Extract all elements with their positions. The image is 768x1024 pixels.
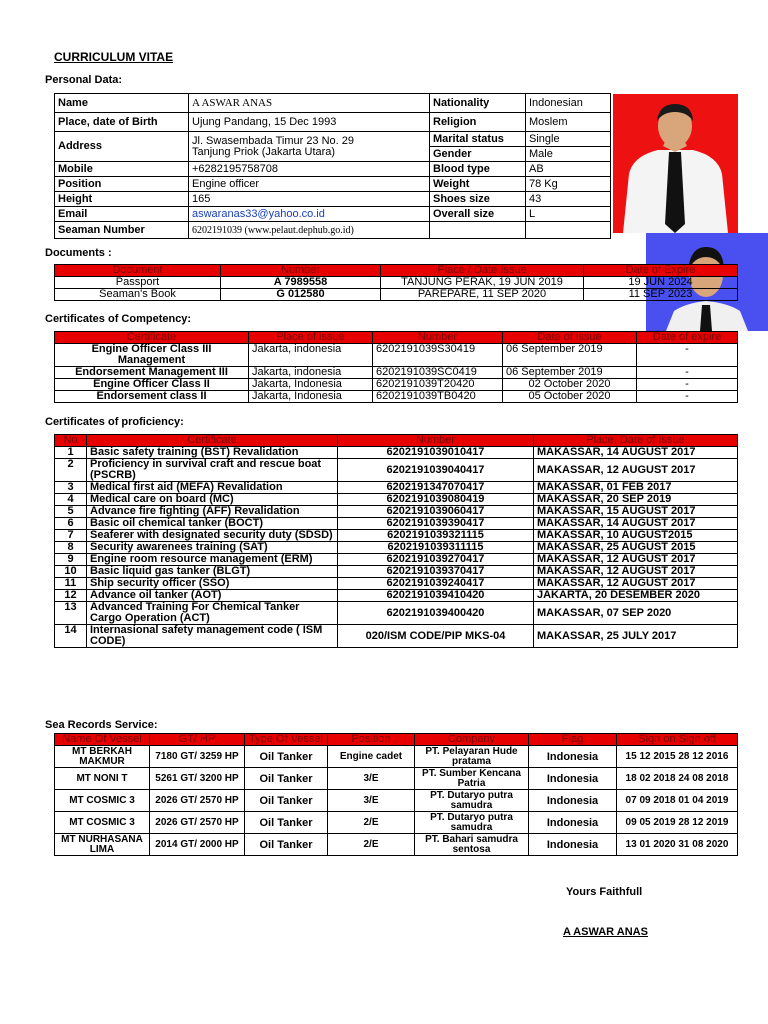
competency-header-cell: Date of issue (503, 332, 637, 344)
proficiency-place-date: MAKASSAR, 15 AUGUST 2017 (534, 506, 738, 518)
shoes-value: 43 (526, 192, 611, 207)
vessel-flag: Indonesia (529, 812, 617, 834)
proficiency-no: 14 (55, 625, 87, 648)
overall-value: L (526, 207, 611, 222)
table-row (55, 834, 738, 856)
vessel-gt-hp: 7180 GT/ 3259 HP (150, 746, 245, 768)
documents-cell: 11 SEP 2023 (584, 289, 738, 301)
competency-cell: - (637, 367, 738, 379)
proficiency-certificate: Advanced Training For Chemical Tanker Cargo Operation (ACT) (87, 602, 338, 625)
proficiency-place-date: MAKASSAR, 12 AUGUST 2017 (534, 554, 738, 566)
closing-text: Yours Faithfull (566, 886, 643, 898)
vessel-name: MT NONI T (55, 768, 150, 790)
table-row (55, 812, 738, 834)
documents-cell: A 7989558 (221, 277, 381, 289)
table-row (55, 530, 738, 542)
vessel-name: MT BERKAH MAKMUR (55, 746, 150, 768)
proficiency-place-date: MAKASSAR, 07 SEP 2020 (534, 602, 738, 625)
vessel-type: Oil Tanker (245, 812, 328, 834)
proficiency-certificate: Security awarenees training (SAT) (87, 542, 338, 554)
documents-header-cell: Date of Expire (584, 265, 738, 277)
proficiency-no: 5 (55, 506, 87, 518)
address-line-1: Jl. Swasembada Timur 23 No. 29 (192, 134, 355, 147)
proficiency-heading: Certificates of proficiency: (45, 416, 184, 428)
documents-cell: 19 JUN 2024 (584, 277, 738, 289)
competency-cell: 06 September 2019 (503, 367, 637, 379)
vessel-name: MT COSMIC 3 (55, 812, 150, 834)
proficiency-certificate: Medical care on board (MC) (87, 494, 338, 506)
mobile-label: Mobile (55, 162, 189, 177)
marital-value: Single (526, 132, 611, 147)
table-row (55, 447, 738, 459)
proficiency-no: 1 (55, 447, 87, 459)
vessel-position: 3/E (328, 768, 415, 790)
birth-value: Ujung Pandang, 15 Dec 1993 (189, 113, 430, 132)
name-value: A ASWAR ANAS (189, 94, 430, 113)
proficiency-certificate: Internasional safety management code ( ISM CODE) (87, 625, 338, 648)
proficiency-number: 6202191039410420 (338, 590, 534, 602)
overall-label: Overall size (430, 207, 526, 222)
marital-label: Marital status (430, 132, 526, 147)
table-row (55, 768, 738, 790)
sea-header-cell: GT/ HP (150, 734, 245, 746)
documents-header-cell: Place / Date Issue (381, 265, 584, 277)
proficiency-number: 6202191039240417 (338, 578, 534, 590)
table-row (55, 578, 738, 590)
proficiency-place-date: MAKASSAR, 01 FEB 2017 (534, 482, 738, 494)
competency-cell: Jakarta, indonesia (249, 344, 373, 367)
seaman-value: 6202191039 (www.pelaut.dephub.go.id) (189, 222, 430, 239)
vessel-company: PT. Dutaryo putra samudra (415, 812, 529, 834)
competency-cell: Engine Officer Class II (55, 379, 249, 391)
proficiency-table (54, 434, 738, 648)
competency-cell: - (637, 344, 738, 367)
vessel-name: MT NURHASANA LIMA (55, 834, 150, 856)
vessel-gt-hp: 2014 GT/ 2000 HP (150, 834, 245, 856)
sea-header-cell: Company (415, 734, 529, 746)
person-photo-icon (613, 94, 738, 233)
vessel-company: PT. Bahari samudra sentosa (415, 834, 529, 856)
sea-header-cell: Flag (529, 734, 617, 746)
vessel-flag: Indonesia (529, 834, 617, 856)
proficiency-no: 12 (55, 590, 87, 602)
table-row (55, 542, 738, 554)
seaman-label: Seaman Number (55, 222, 189, 239)
proficiency-no: 8 (55, 542, 87, 554)
position-value: Engine officer (189, 177, 430, 192)
documents-cell: Seaman's Book (55, 289, 221, 301)
vessel-flag: Indonesia (529, 790, 617, 812)
competency-cell: 05 October 2020 (503, 391, 637, 403)
table-row (55, 625, 738, 648)
blood-label: Blood type (430, 162, 526, 177)
vessel-sign-dates: 09 05 2019 28 12 2019 (617, 812, 738, 834)
address-line-2: Tanjung Priok (Jakarta Utara) (192, 145, 336, 158)
sea-header-cell: Sign on Sign off (617, 734, 738, 746)
weight-value: 78 Kg (526, 177, 611, 192)
proficiency-number: 6202191039400420 (338, 602, 534, 625)
proficiency-place-date: MAKASSAR, 10 AUGUST2015 (534, 530, 738, 542)
vessel-position: Engine cadet (328, 746, 415, 768)
nationality-value: Indonesian (526, 94, 611, 113)
proficiency-no: 2 (55, 459, 87, 482)
proficiency-place-date: MAKASSAR, 25 JULY 2017 (534, 625, 738, 648)
sea-heading: Sea Records Service: (45, 719, 158, 731)
table-row (55, 554, 738, 566)
vessel-sign-dates: 07 09 2018 01 04 2019 (617, 790, 738, 812)
name-label: Name (55, 94, 189, 113)
vessel-name: MT COSMIC 3 (55, 790, 150, 812)
proficiency-place-date: MAKASSAR, 25 AUGUST 2015 (534, 542, 738, 554)
religion-label: Religion (430, 113, 526, 132)
documents-cell: Passport (55, 277, 221, 289)
table-row (55, 344, 738, 367)
documents-cell: TANJUNG PERAK, 19 JUN 2019 (381, 277, 584, 289)
weight-label: Weight (430, 177, 526, 192)
vessel-type: Oil Tanker (245, 768, 328, 790)
vessel-type: Oil Tanker (245, 746, 328, 768)
proficiency-certificate: Basic liquid gas tanker (BLGT) (87, 566, 338, 578)
documents-table (54, 264, 738, 301)
proficiency-place-date: MAKASSAR, 12 AUGUST 2017 (534, 566, 738, 578)
competency-cell: Jakarta, Indonesia (249, 391, 373, 403)
competency-header-cell: Place of issue (249, 332, 373, 344)
proficiency-certificate: Medical first aid (MEFA) Revalidation (87, 482, 338, 494)
proficiency-number: 020/ISM CODE/PIP MKS-04 (338, 625, 534, 648)
competency-cell: Engine Officer Class III Management (55, 344, 249, 367)
nationality-label: Nationality (430, 94, 526, 113)
proficiency-no: 6 (55, 518, 87, 530)
vessel-company: PT. Sumber Kencana Patria (415, 768, 529, 790)
table-row (55, 367, 738, 379)
table-row (55, 506, 738, 518)
table-row (55, 746, 738, 768)
proficiency-certificate: Advance oil tanker (AOT) (87, 590, 338, 602)
documents-header-cell: Document (55, 265, 221, 277)
documents-header-cell: Number (221, 265, 381, 277)
vessel-sign-dates: 18 02 2018 24 08 2018 (617, 768, 738, 790)
table-row (55, 494, 738, 506)
gender-value: Male (526, 147, 611, 162)
proficiency-certificate: Ship security officer (SSO) (87, 578, 338, 590)
proficiency-place-date: MAKASSAR, 12 AUGUST 2017 (534, 459, 738, 482)
proficiency-no: 4 (55, 494, 87, 506)
table-row (55, 379, 738, 391)
proficiency-place-date: MAKASSAR, 14 AUGUST 2017 (534, 518, 738, 530)
competency-cell: 06 September 2019 (503, 344, 637, 367)
proficiency-place-date: MAKASSAR, 12 AUGUST 2017 (534, 578, 738, 590)
proficiency-header-cell: Certificate (87, 435, 338, 447)
vessel-flag: Indonesia (529, 768, 617, 790)
competency-heading: Certificates of Competency: (45, 313, 192, 325)
vessel-gt-hp: 2026 GT/ 2570 HP (150, 790, 245, 812)
proficiency-number: 6202191039060417 (338, 506, 534, 518)
proficiency-certificate: Basic safety training (BST) Revalidation (87, 447, 338, 459)
personal-heading: Personal Data: (45, 74, 123, 86)
sea-records-table (54, 733, 738, 856)
competency-cell: Endorsement Management III (55, 367, 249, 379)
proficiency-number: 6202191039321115 (338, 530, 534, 542)
table-row (55, 482, 738, 494)
vessel-position: 2/E (328, 812, 415, 834)
proficiency-no: 11 (55, 578, 87, 590)
gender-label: Gender (430, 147, 526, 162)
vessel-position: 2/E (328, 834, 415, 856)
competency-cell: 6202191039TB0420 (373, 391, 503, 403)
table-row (55, 590, 738, 602)
birth-label: Place, date of Birth (55, 113, 189, 132)
proficiency-number: 6202191039311115 (338, 542, 534, 554)
competency-table (54, 331, 738, 403)
proficiency-certificate: Proficiency in survival craft and rescue boat (PSCRB) (87, 459, 338, 482)
proficiency-header-cell: Number (338, 435, 534, 447)
address-value (189, 132, 430, 162)
empty-cell (526, 222, 611, 239)
proficiency-no: 3 (55, 482, 87, 494)
address-label: Address (55, 132, 189, 162)
proficiency-place-date: MAKASSAR, 20 SEP 2019 (534, 494, 738, 506)
documents-cell: PAREPARE, 11 SEP 2020 (381, 289, 584, 301)
table-row (55, 566, 738, 578)
vessel-sign-dates: 13 01 2020 31 08 2020 (617, 834, 738, 856)
page-title: CURRICULUM VITAE (54, 50, 174, 64)
proficiency-number: 6202191039390417 (338, 518, 534, 530)
competency-cell: 6202191039S30419 (373, 344, 503, 367)
vessel-company: PT. Pelayaran Hude pratama (415, 746, 529, 768)
vessel-sign-dates: 15 12 2015 28 12 2016 (617, 746, 738, 768)
proficiency-no: 9 (55, 554, 87, 566)
proficiency-place-date: JAKARTA, 20 DESEMBER 2020 (534, 590, 738, 602)
personal-data-table (54, 93, 611, 239)
proficiency-number: 6202191039370417 (338, 566, 534, 578)
proficiency-number: 6202191039010417 (338, 447, 534, 459)
competency-header-cell: Certificate (55, 332, 249, 344)
signature-name: A ASWAR ANAS (563, 926, 648, 938)
competency-cell: 02 October 2020 (503, 379, 637, 391)
competency-cell: 6202191039SC0419 (373, 367, 503, 379)
profile-photo (613, 94, 738, 233)
table-row (55, 602, 738, 625)
competency-header-cell: Date of expire (637, 332, 738, 344)
table-row (55, 518, 738, 530)
table-row (55, 790, 738, 812)
email-link[interactable]: aswaranas33@yahoo.co.id (189, 207, 430, 222)
proficiency-number: 6202191347070417 (338, 482, 534, 494)
vessel-gt-hp: 2026 GT/ 2570 HP (150, 812, 245, 834)
proficiency-header-cell: No (55, 435, 87, 447)
height-label: Height (55, 192, 189, 207)
email-label: Email (55, 207, 189, 222)
competency-cell: Endorsement class II (55, 391, 249, 403)
vessel-type: Oil Tanker (245, 790, 328, 812)
competency-cell: - (637, 391, 738, 403)
sea-header-cell: Name Of Vessel (55, 734, 150, 746)
table-row (55, 289, 738, 301)
blood-value: AB (526, 162, 611, 177)
height-value: 165 (189, 192, 430, 207)
competency-cell: Jakarta, Indonesia (249, 379, 373, 391)
competency-cell: 6202191039T20420 (373, 379, 503, 391)
proficiency-certificate: Engine room resource management (ERM) (87, 554, 338, 566)
proficiency-certificate: Advance fire fighting (AFF) Revalidation (87, 506, 338, 518)
vessel-flag: Indonesia (529, 746, 617, 768)
proficiency-certificate: Seaferer with designated security duty (SDSD) (87, 530, 338, 542)
vessel-company: PT. Dutaryo putra samudra (415, 790, 529, 812)
mobile-value: +6282195758708 (189, 162, 430, 177)
vessel-type: Oil Tanker (245, 834, 328, 856)
table-row (55, 391, 738, 403)
sea-header-cell: Type Of Vessel (245, 734, 328, 746)
documents-heading: Documents : (45, 247, 112, 259)
religion-value: Moslem (526, 113, 611, 132)
proficiency-number: 6202191039270417 (338, 554, 534, 566)
proficiency-number: 6202191039080419 (338, 494, 534, 506)
proficiency-number: 6202191039040417 (338, 459, 534, 482)
empty-cell (430, 222, 526, 239)
competency-header-cell: Number (373, 332, 503, 344)
documents-cell: G 012580 (221, 289, 381, 301)
competency-cell: - (637, 379, 738, 391)
table-row (55, 277, 738, 289)
sea-header-cell: Position (328, 734, 415, 746)
proficiency-no: 13 (55, 602, 87, 625)
position-label: Position (55, 177, 189, 192)
proficiency-place-date: MAKASSAR, 14 AUGUST 2017 (534, 447, 738, 459)
proficiency-certificate: Basic oil chemical tanker (BOCT) (87, 518, 338, 530)
proficiency-no: 7 (55, 530, 87, 542)
proficiency-no: 10 (55, 566, 87, 578)
vessel-position: 3/E (328, 790, 415, 812)
vessel-gt-hp: 5261 GT/ 3200 HP (150, 768, 245, 790)
proficiency-header-cell: Place, Date of Issue (534, 435, 738, 447)
competency-cell: Jakarta, indonesia (249, 367, 373, 379)
shoes-label: Shoes size (430, 192, 526, 207)
table-row (55, 459, 738, 482)
